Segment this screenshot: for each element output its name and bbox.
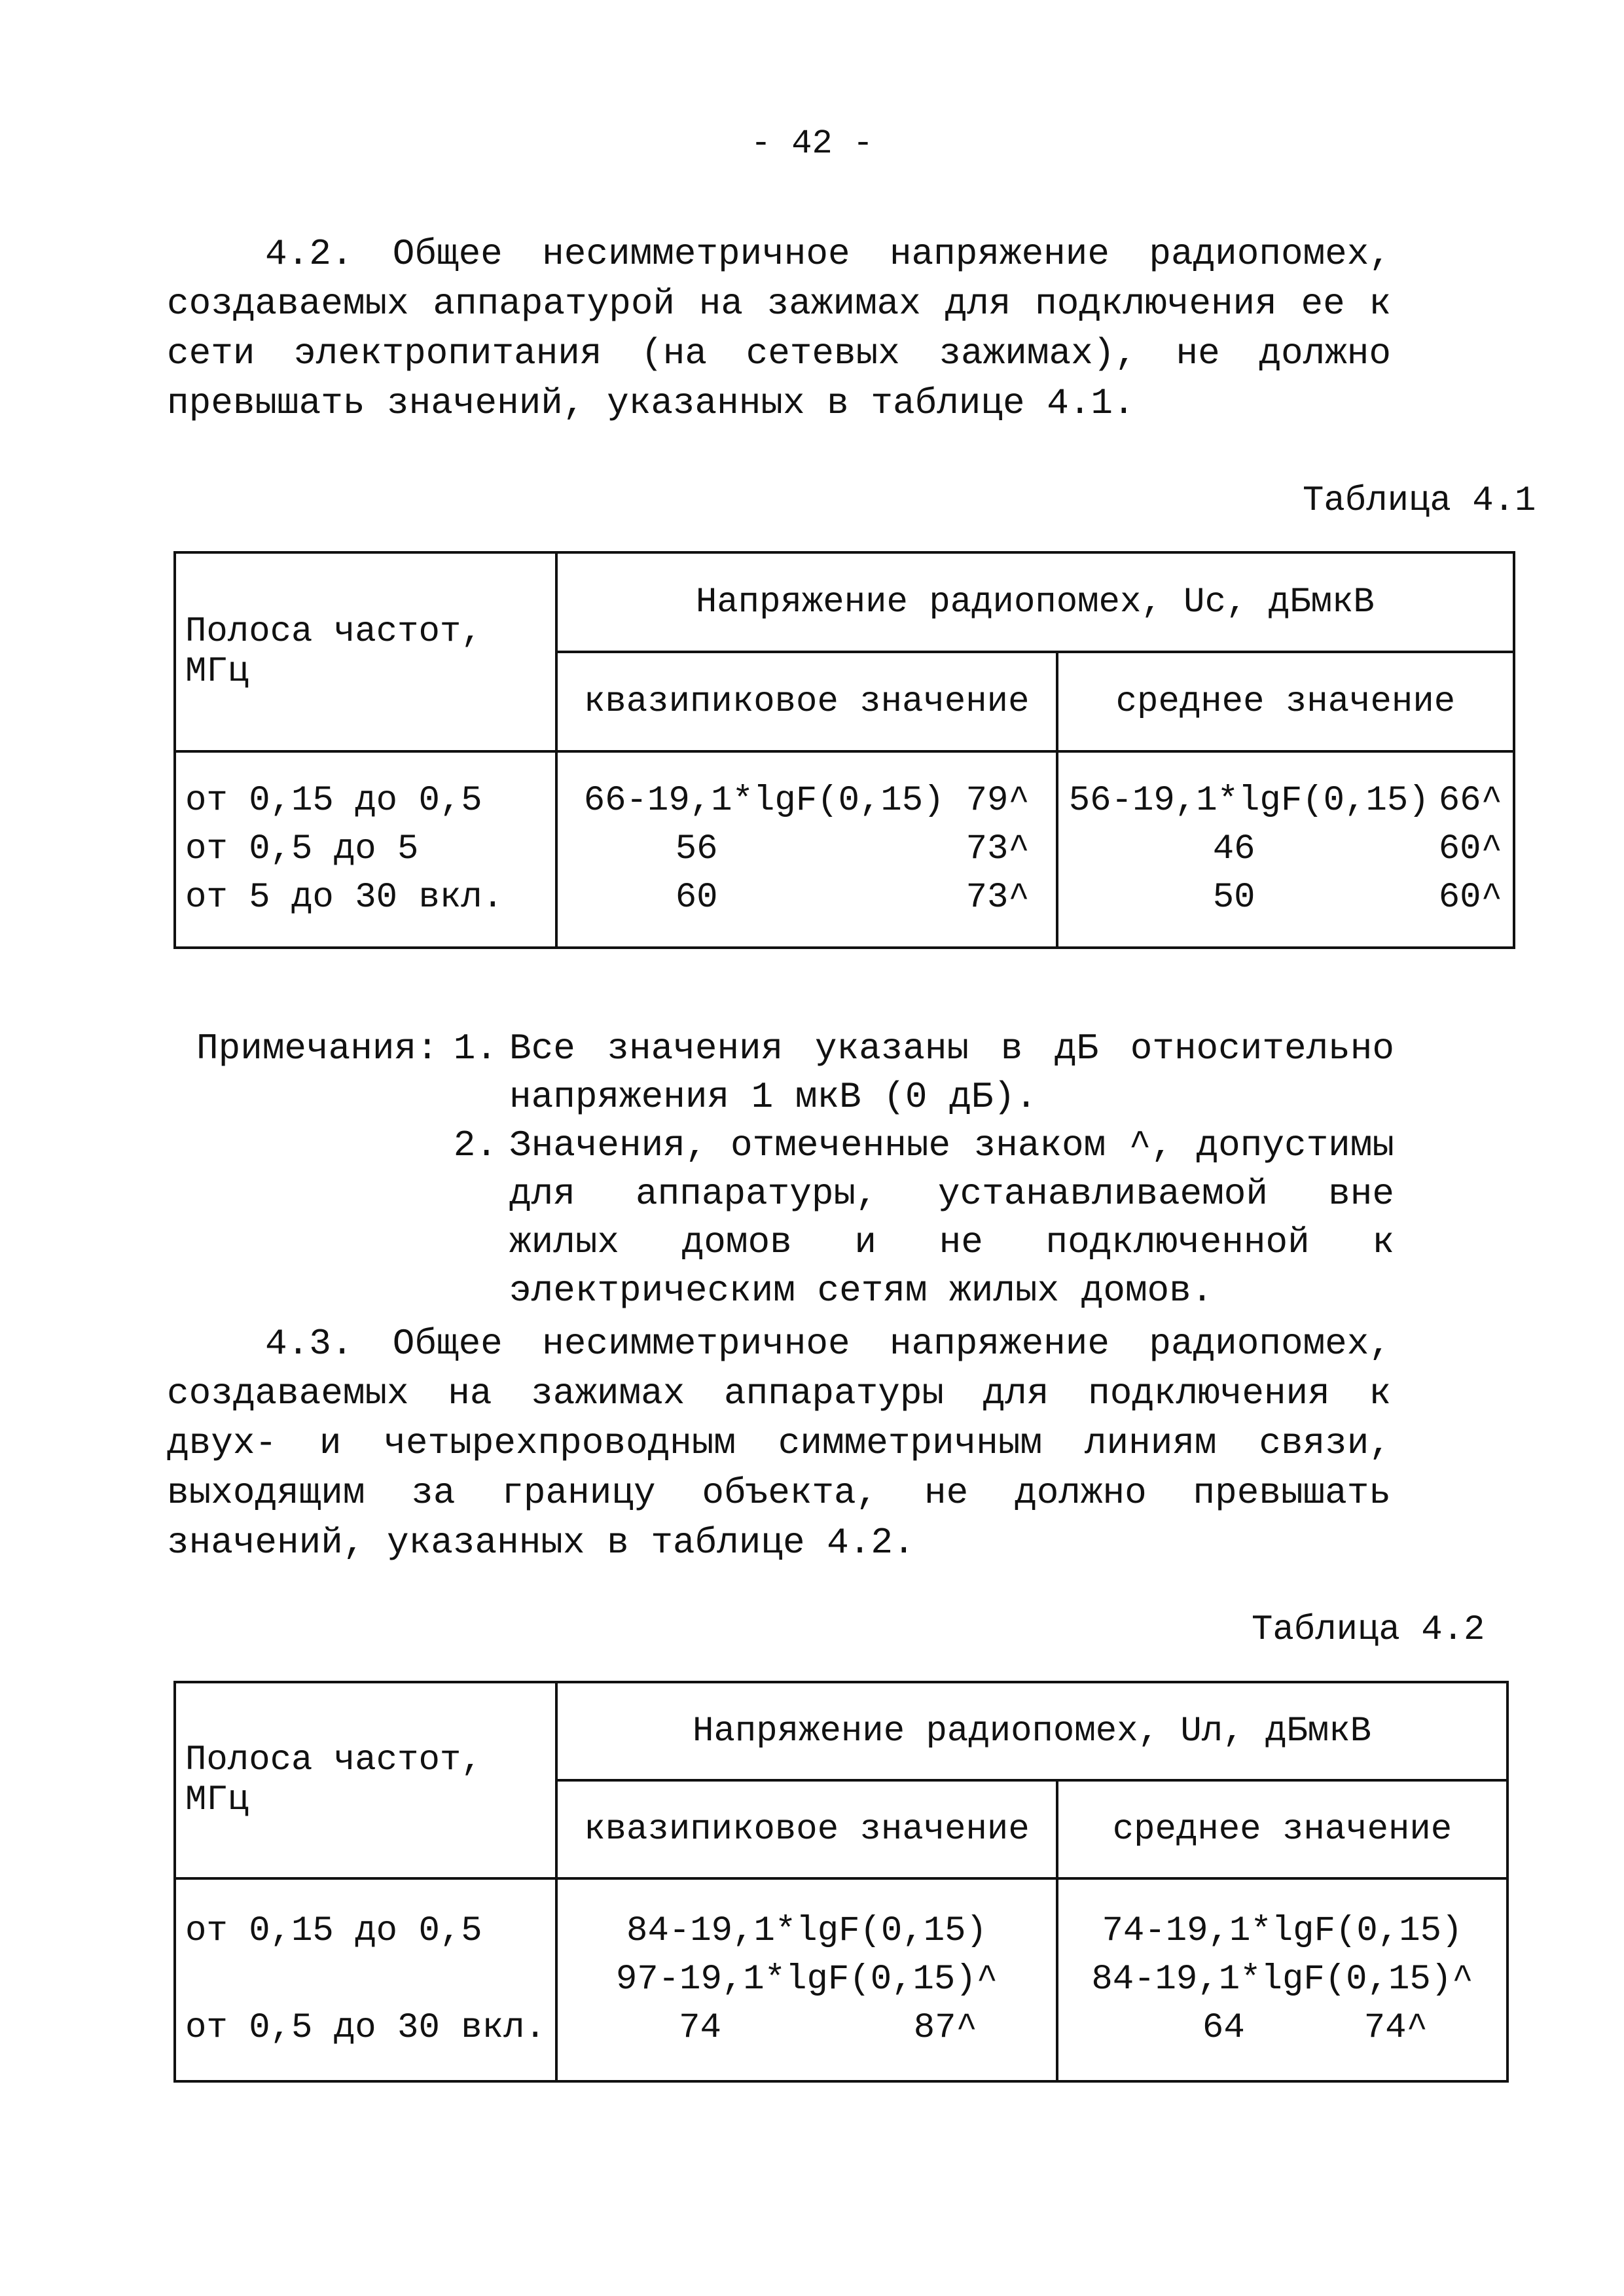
table-4-1 [173,551,1515,949]
note-1 [196,1024,1394,1121]
table-4-1-qp-cell [556,751,1057,948]
table-row: от 0,5 до 5 [185,829,419,869]
table-4-1-avg-cell [1057,751,1514,948]
table-4-1-avg-header: среднее значение [1057,652,1514,751]
table-4-2 [173,1681,1509,2083]
avg-value: 50 [1212,878,1255,918]
table-4-2-avg-cell [1057,1878,1507,2081]
note-number: 1. [453,1028,497,1069]
note-number: 2. [453,1124,497,1166]
table-4-2-band-header: Полоса частот, МГц [175,1682,556,1878]
table-4-1-caption: Таблица 4.1 [1303,481,1536,521]
note-text: Значения, отмеченные знаком ^, допустимы для аппаратуры, устанавливаемой вне жилых домов и не подключенной к электрическим сетям жилых домов. [509,1124,1394,1312]
section-4-3-text: 4.3. Общее несимметричное напряжение радиопомех, создаваемых на зажимах аппаратуры для подключения к двух- и четырехпроводным симметричным линиям связи, выходящим за границу объекта, не должно превышать значений, указанных в таблице 4.2. [167,1323,1391,1564]
qp-value: 84-19,1*lgF(0,15) [626,1911,987,1951]
avg-alt-value: 60^ [1438,829,1502,869]
table-row: от 0,15 до 0,5 [185,1911,482,1951]
avg-alt-value: 66^ [1438,781,1502,821]
note-text: Все значения указаны в дБ относительно напряжения 1 мкВ (0 дБ). [509,1028,1394,1118]
avg-value: 64 [1202,2008,1245,2048]
note-2 [196,1121,1394,1315]
table-row: от 5 до 30 вкл. [185,878,504,918]
avg-value: 56-19,1*lgF(0,15) [1068,781,1430,821]
section-4-2-paragraph [167,229,1391,428]
notes-block [196,1024,1394,1315]
qp-alt-value: 73^ [965,829,1030,869]
qp-alt-value: 73^ [965,878,1030,918]
qp-value: 56 [675,829,718,869]
page-number: - 42 - [750,124,874,163]
section-4-2-text: 4.2. Общее несимметричное напряжение радиопомех, создаваемых аппаратурой на зажимах для подключения ее к сети электропитания (на сетевых зажимах), не должно превышать значений, указанных в таблице 4.1. [167,233,1391,424]
notes-label: Примечания: [196,1028,439,1069]
table-row: от 0,5 до 30 вкл. [185,2008,546,2048]
qp-value: 66-19,1*lgF(0,15) [583,781,945,821]
table-4-2-caption: Таблица 4.2 [1252,1610,1485,1650]
qp-alt-value: 87^ [913,2008,977,2048]
avg-alt-value: 84-19,1*lgF(0,15)^ [1091,1960,1473,2000]
table-4-2-qp-header: квазипиковое значение [556,1780,1057,1878]
avg-alt-value: 60^ [1438,878,1502,918]
table-row: от 0,15 до 0,5 [185,781,482,821]
table-4-2-group-header: Напряжение радиопомех, Uл, дБмкВ [556,1682,1507,1780]
table-4-1-group-header: Напряжение радиопомех, Uc, дБмкВ [556,552,1514,652]
table-4-2-band-cell [175,1878,556,2081]
qp-alt-value: 97-19,1*lgF(0,15)^ [615,1960,998,2000]
table-4-1-qp-header: квазипиковое значение [556,652,1057,751]
table-4-2-qp-cell [556,1878,1057,2081]
qp-value: 60 [675,878,718,918]
avg-value: 74-19,1*lgF(0,15) [1102,1911,1463,1951]
avg-value: 46 [1212,829,1255,869]
section-4-3-paragraph [167,1319,1391,1568]
table-4-1-band-header: Полоса частот, МГц [175,552,556,751]
qp-value: 74 [679,2008,721,2048]
table-4-2-avg-header: среднее значение [1057,1780,1507,1878]
qp-alt-value: 79^ [965,781,1030,821]
table-4-1-band-cell [175,751,556,948]
avg-alt-value: 74^ [1363,2008,1428,2048]
